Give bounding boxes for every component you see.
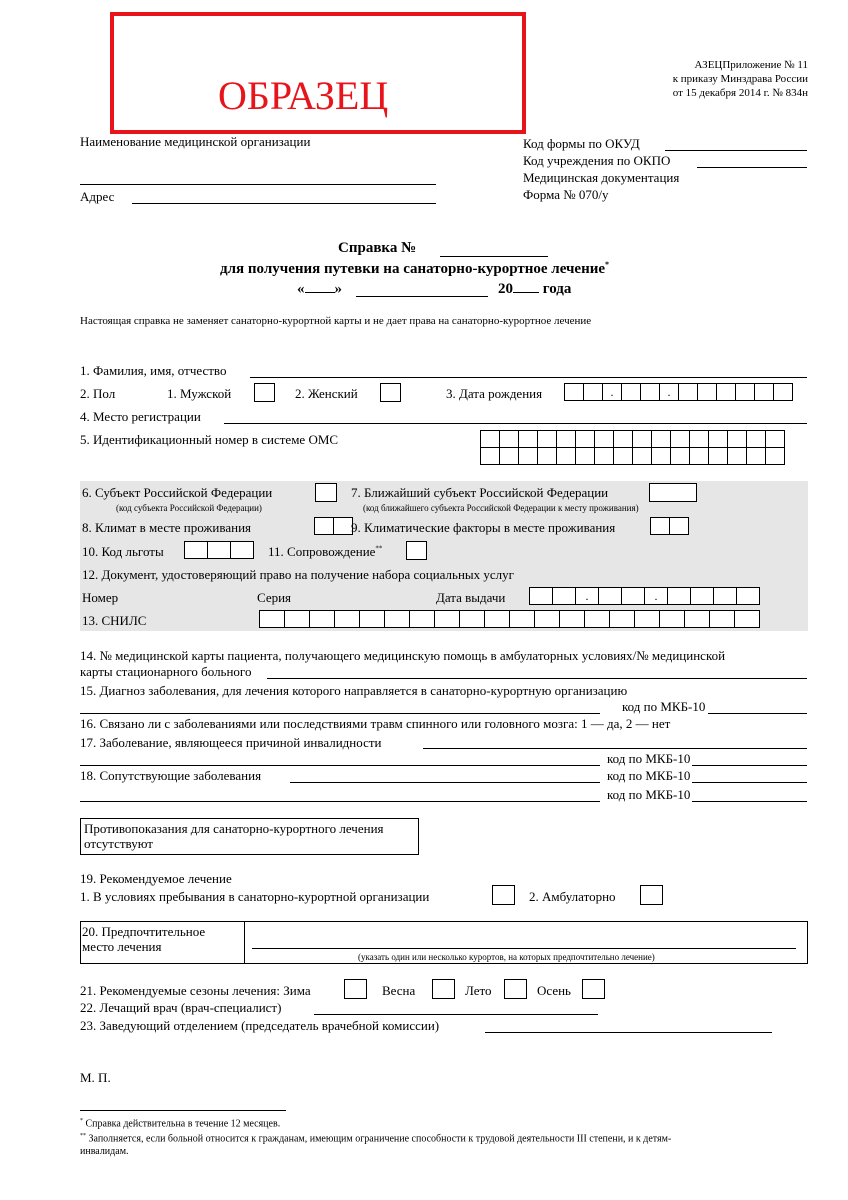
female-checkbox[interactable]	[380, 383, 401, 402]
fio-line[interactable]	[250, 377, 807, 378]
okpo-line[interactable]	[697, 167, 807, 168]
footnote-2-cont: инвалидам.	[80, 1146, 129, 1157]
sanatorium-option-label: 1. В условиях пребывания в санаторно-курортной организации	[80, 889, 430, 904]
oms-label: 5. Идентификационный номер в системе ОМС	[80, 432, 339, 447]
male-label: 1. Мужской	[167, 386, 232, 401]
spine-question: 16. Связано ли с заболеваниями или последствиями травм спинного или головного мозга: 1 — да, 2 — нет	[80, 716, 671, 731]
outpatient-checkbox[interactable]	[640, 885, 663, 905]
summer-label: Лето	[465, 983, 492, 998]
outpatient-option-label: 2. Амбулаторно	[529, 889, 616, 904]
appendix-line: к приказу Минздрава России	[672, 73, 808, 85]
med-doc-label: Медицинская документация	[523, 170, 680, 185]
escort-checkbox[interactable]	[406, 541, 427, 560]
preferred-place-hint: (указать один или несколько курортов, на которых предпочтительно лечение)	[358, 952, 655, 962]
form-number-label: Форма № 070/у	[523, 187, 609, 202]
doctor-label: 22. Лечащий врач (врач-специалист)	[80, 1000, 282, 1015]
seasons-label: 21. Рекомендуемые сезоны лечения: Зима	[80, 983, 311, 998]
head-line[interactable]	[485, 1032, 772, 1033]
footnote-2: ** Заполняется, если больной относится к гражданам, имеющим ограничение способности к трудовой деятельности III степени, и к детям-	[80, 1133, 672, 1145]
address-line[interactable]	[132, 203, 436, 204]
title-year: 20 года	[498, 281, 572, 297]
title-number-line[interactable]	[440, 256, 548, 257]
snils-cells[interactable]	[260, 610, 760, 628]
title-number: Справка №	[338, 240, 417, 256]
okud-line[interactable]	[665, 150, 807, 151]
diagnosis-line[interactable]	[80, 713, 600, 714]
registration-line[interactable]	[224, 423, 807, 424]
contraindications-text-2: отсутствуют	[84, 836, 153, 851]
mkb-label: код по МКБ-10	[607, 768, 691, 783]
appendix-block	[673, 58, 808, 100]
birthdate-label: 3. Дата рождения	[446, 386, 543, 401]
mkb-label: код по МКБ-10	[607, 751, 691, 766]
med-card-line[interactable]	[267, 678, 807, 679]
seal-label: М. П.	[80, 1070, 111, 1085]
sanatorium-checkbox[interactable]	[492, 885, 515, 905]
male-checkbox[interactable]	[254, 383, 275, 402]
footnote-1: * Справка действительна в течение 12 месяцев.	[80, 1118, 281, 1130]
okud-label: Код формы по ОКУД	[523, 136, 640, 151]
subject-sublabel: (код субъекта Российской Федерации)	[116, 503, 262, 513]
mkb-line[interactable]	[708, 713, 807, 714]
disability-line[interactable]	[423, 748, 807, 749]
mkb-line[interactable]	[692, 782, 807, 783]
contraindications-box	[80, 818, 419, 855]
preferred-place-label: 20. Предпочтительное место лечения	[82, 924, 206, 954]
oms-cells-row1[interactable]	[481, 430, 785, 448]
birthdate-cells[interactable]: . .	[565, 383, 793, 401]
head-label: 23. Заведующий отделением (председатель врачебной комиссии)	[80, 1018, 440, 1033]
doc-series-label: Серия	[257, 590, 292, 605]
climate-cells[interactable]	[315, 517, 353, 535]
fio-label: 1. Фамилия, имя, отчество	[80, 363, 227, 378]
climate-factors-cells[interactable]	[651, 517, 689, 535]
nearest-subject-box[interactable]	[649, 483, 697, 502]
contraindications-text: Противопоказания для санаторно-курортного лечения	[84, 821, 384, 836]
mkb-line[interactable]	[692, 801, 807, 802]
doc-issue-label: Дата выдачи	[436, 590, 506, 605]
preferred-place-line[interactable]	[252, 948, 796, 949]
doctor-line[interactable]	[314, 1014, 598, 1015]
comorbidity-line-2[interactable]	[80, 801, 600, 802]
appendix-line: АЗЕЦПриложение № 11	[694, 59, 808, 71]
disability-line-2[interactable]	[80, 765, 600, 766]
sex-label: 2. Пол	[80, 386, 116, 401]
comorbidity-line[interactable]	[290, 782, 600, 783]
med-card-label-2: карты стационарного больного	[80, 664, 252, 679]
med-card-label: 14. № медицинской карты пациента, получающего медицинскую помощь в амбулаторных условиях/№ медицинской	[80, 648, 726, 663]
comorbidity-label: 18. Сопутствующие заболевания	[80, 768, 262, 783]
mkb-line[interactable]	[692, 765, 807, 766]
org-label: Наименование медицинской организации	[80, 134, 311, 149]
disability-label: 17. Заболевание, являющееся причиной инвалидности	[80, 735, 382, 750]
spring-label: Весна	[382, 983, 416, 998]
subject-label: 6. Субъект Российской Федерации	[82, 485, 273, 500]
nearest-subject-label: 7. Ближайший субъект Российской Федерации	[351, 485, 609, 500]
nearest-subject-sublabel: (код ближайшего субъекта Российской Федерации к месту проживания)	[363, 503, 639, 513]
oms-cells-row2[interactable]	[481, 447, 785, 465]
stamp-text: ОБРАЗЕЦ	[218, 73, 389, 118]
snils-label: 13. СНИЛС	[82, 613, 147, 628]
benefit-code-label: 10. Код льготы	[82, 544, 164, 559]
female-label: 2. Женский	[295, 386, 358, 401]
autumn-checkbox[interactable]	[582, 979, 605, 999]
escort-label: 11. Сопровождение**	[268, 544, 383, 559]
doc-number-label: Номер	[82, 590, 119, 605]
sample-stamp	[110, 12, 526, 134]
mkb-label: код по МКБ-10	[622, 699, 706, 714]
recommended-treatment-label: 19. Рекомендуемое лечение	[80, 871, 232, 886]
address-label: Адрес	[80, 189, 115, 204]
spring-checkbox[interactable]	[432, 979, 455, 999]
climate-factors-label: 9. Климатические факторы в месте проживания	[351, 520, 616, 535]
table-divider	[244, 921, 245, 964]
footnote-divider	[80, 1110, 286, 1111]
benefit-code-cells[interactable]	[185, 541, 254, 559]
summer-checkbox[interactable]	[504, 979, 527, 999]
subject-box[interactable]	[315, 483, 337, 502]
winter-checkbox[interactable]	[344, 979, 367, 999]
diagnosis-label: 15. Диагноз заболевания, для лечения которого направляется в санаторно-курортную организацию	[80, 683, 628, 698]
mkb-label: код по МКБ-10	[607, 787, 691, 802]
autumn-label: Осень	[537, 983, 571, 998]
appendix-line: от 15 декабря 2014 г. № 834н	[672, 87, 808, 99]
issue-date-cells[interactable]: . .	[530, 587, 760, 605]
registration-label: 4. Место регистрации	[80, 409, 201, 424]
social-doc-label: 12. Документ, удостоверяющий право на получение набора социальных услуг	[82, 567, 514, 582]
okpo-label: Код учреждения по ОКПО	[523, 153, 671, 168]
title-purpose: для получения путевки на санаторно-курортное лечение*	[220, 260, 610, 277]
disclaimer: Настоящая справка не заменяет санаторно-курортной карты и не дает права на санаторно-курортное лечение	[80, 315, 592, 327]
title-date: « »	[297, 281, 342, 297]
org-line[interactable]	[80, 184, 436, 185]
month-line[interactable]	[356, 296, 488, 297]
climate-label: 8. Климат в месте проживания	[82, 520, 251, 535]
